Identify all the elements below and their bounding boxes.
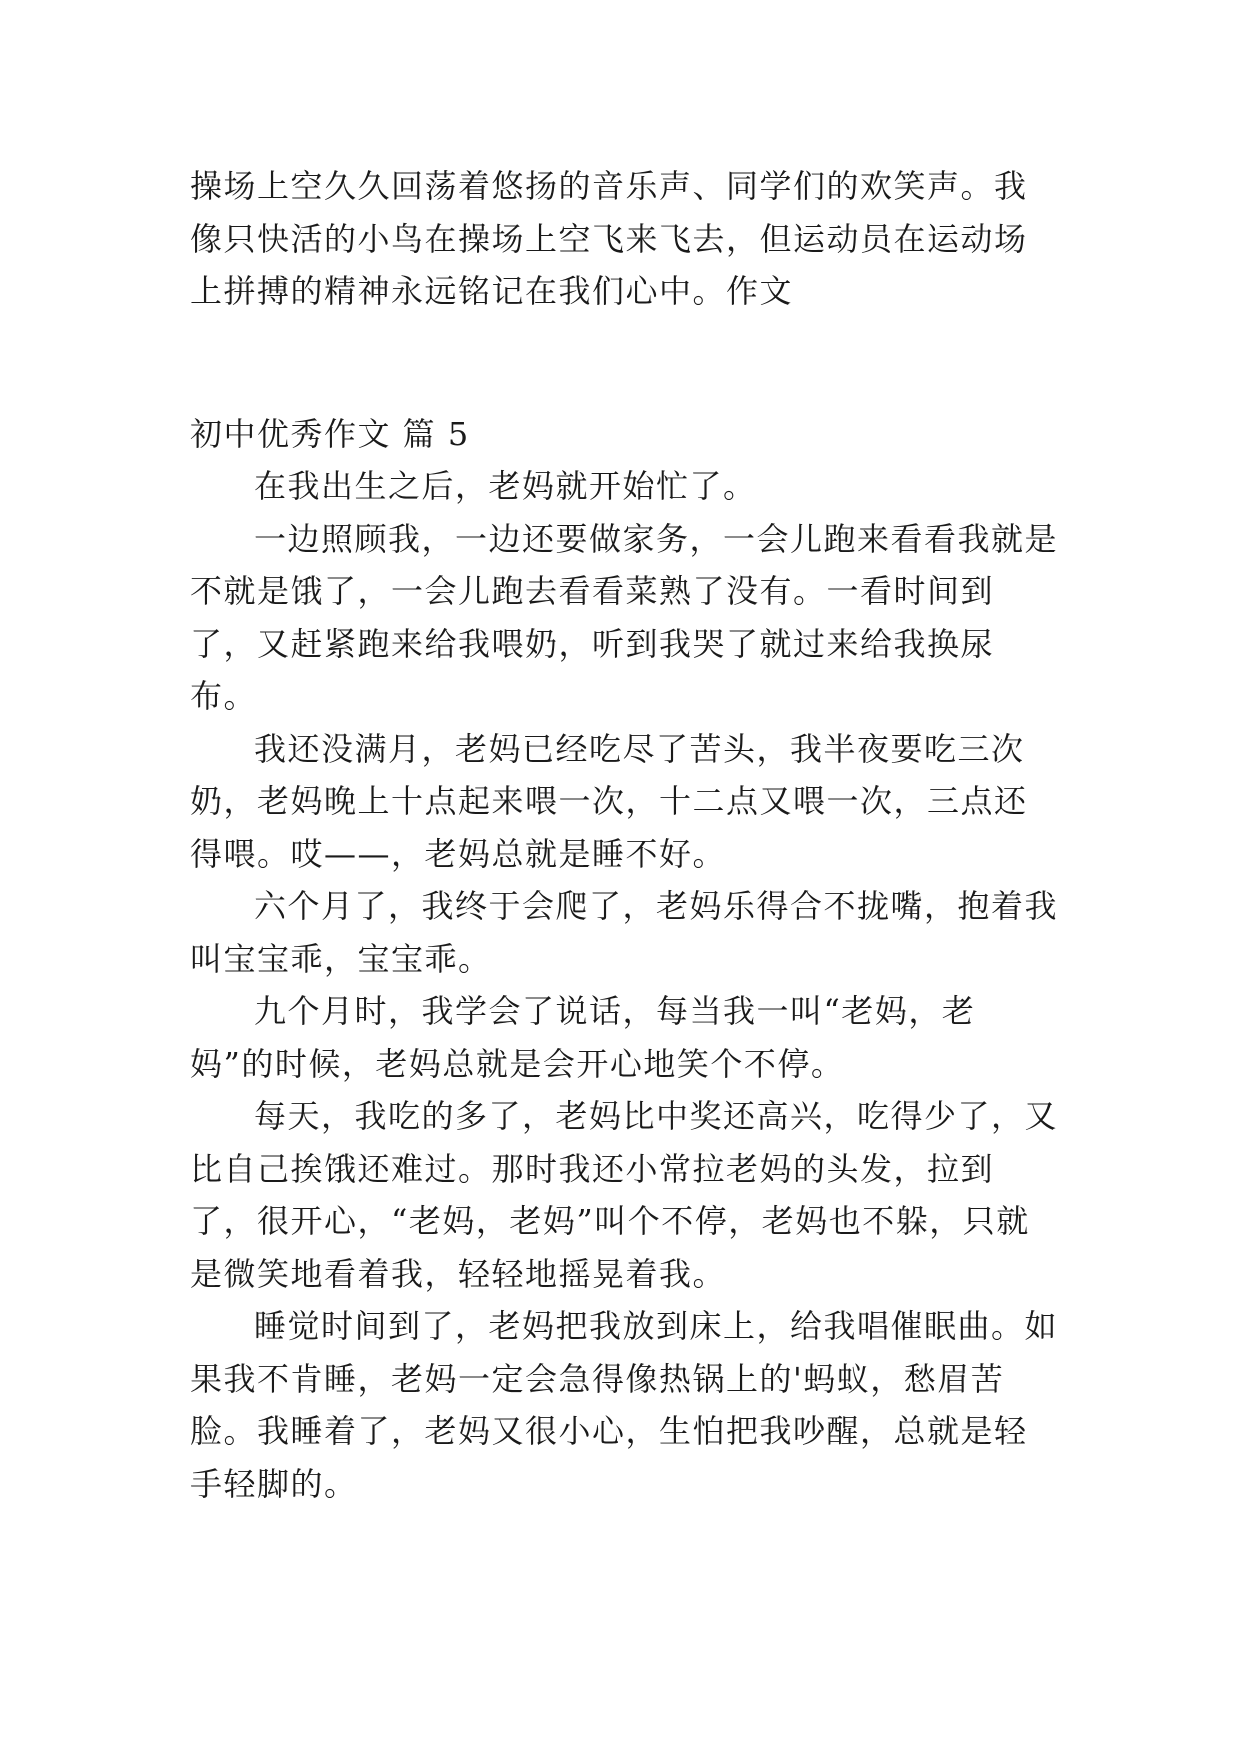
document-body	[190, 160, 1060, 1510]
paragraph-1: 在我出生之后，老妈就开始忙了。	[254, 467, 757, 505]
paragraph-5: 九个月时，我学会了说话，每当我一叫“老妈，老妈”的时候，老妈总就是会开心地笑个不停。	[190, 992, 976, 1083]
paragraph-6: 每天，我吃的多了，老妈比中奖还高兴，吃得少了，又比自己挨饿还难过。那时我还小常拉老妈的头发，拉到了，很开心，“老妈，老妈”叫个不停，老妈也不躲，只就是微笑地看着我，轻轻地摇晃着我。	[190, 1097, 1059, 1293]
intro-paragraph: 操场上空久久回荡着悠扬的音乐声、同学们的欢笑声。我像只快活的小鸟在操场上空飞来飞去，但运动员在运动场上拼搏的精神永远铭记在我们心中。作文	[190, 167, 1028, 310]
paragraph-2: 一边照顾我，一边还要做家务，一会儿跑来看看我就是不就是饿了，一会儿跑去看看菜熟了没有。一看时间到了，又赶紧跑来给我喂奶，听到我哭了就过来给我换尿布。	[190, 519, 1059, 715]
paragraph-7: 睡觉时间到了，老妈把我放到床上，给我唱催眠曲。如果我不肯睡，老妈一定会急得像热锅上的'蚂蚁，愁眉苦脸。我睡着了，老妈又很小心，生怕把我吵醒，总就是轻手轻脚的。	[190, 1307, 1059, 1503]
paragraph-4: 六个月了，我终于会爬了，老妈乐得合不拢嘴，抱着我叫宝宝乖，宝宝乖。	[190, 887, 1059, 978]
paragraph-3: 我还没满月，老妈已经吃尽了苦头，我半夜要吃三次奶，老妈晚上十点起来喂一次，十二点又喂一次，三点还得喂。哎——，老妈总就是睡不好。	[190, 729, 1028, 873]
section-spacer	[190, 318, 1060, 370]
section-title: 初中优秀作文 篇 5	[190, 414, 470, 453]
